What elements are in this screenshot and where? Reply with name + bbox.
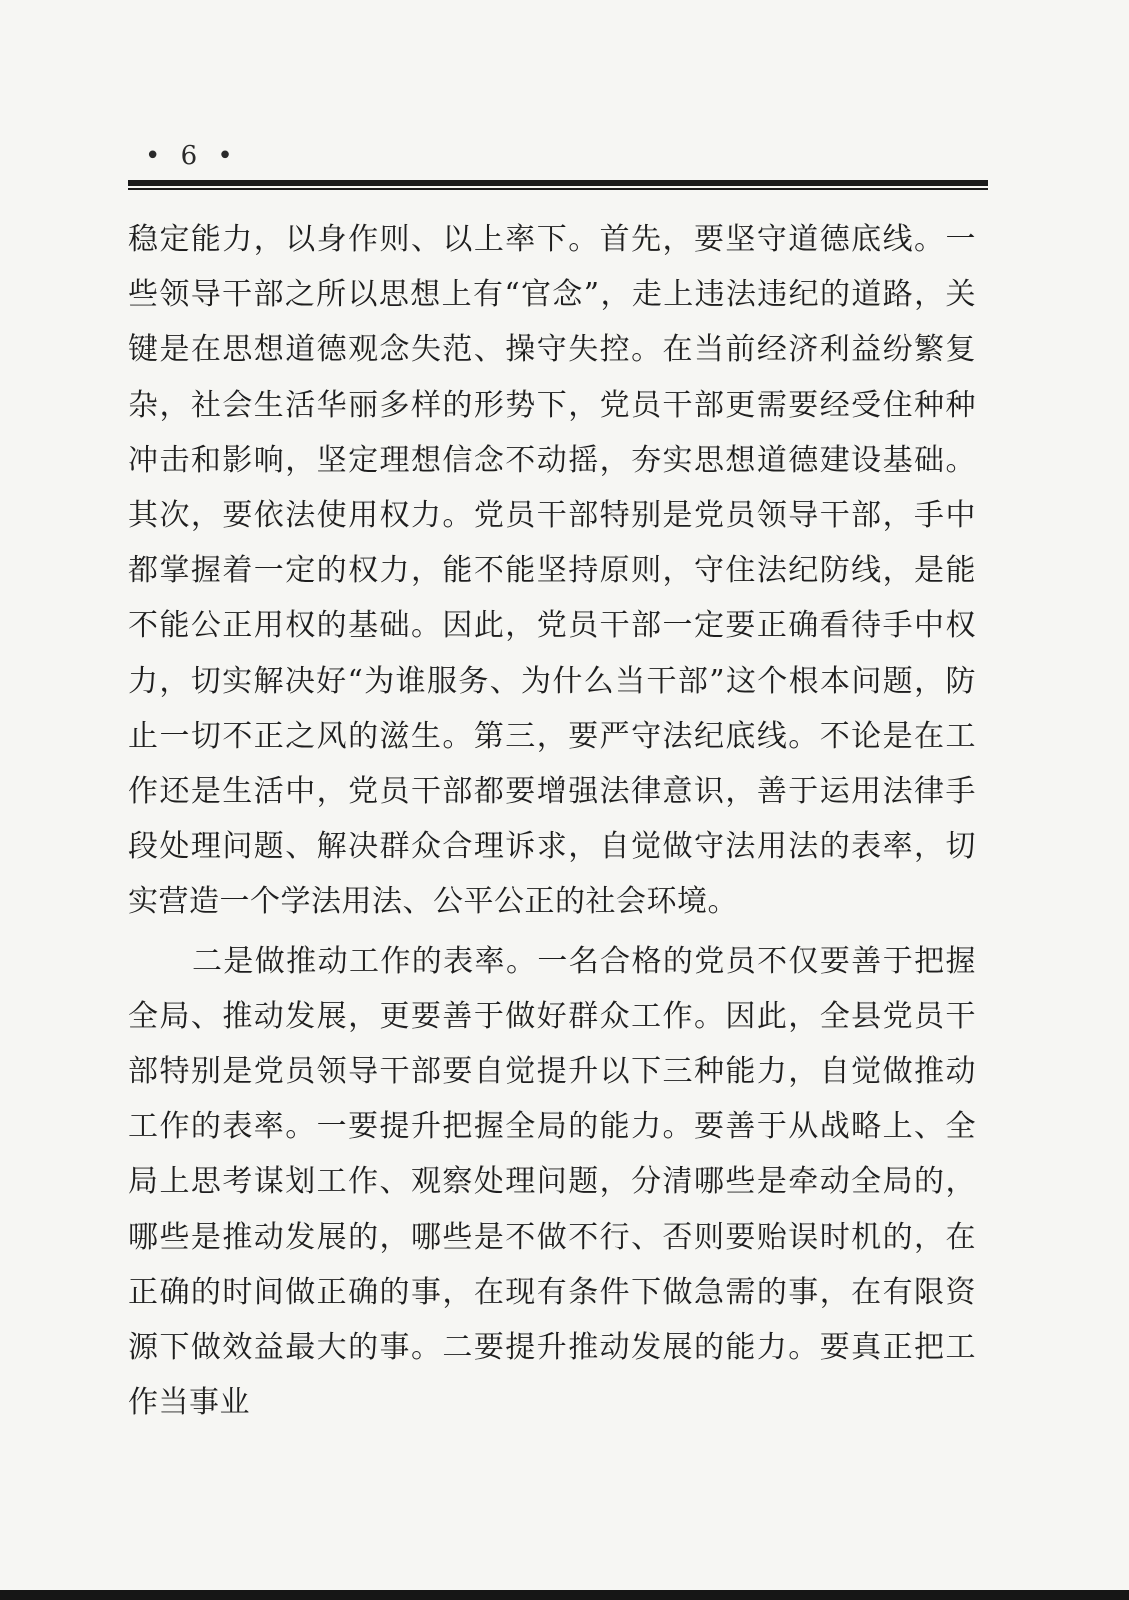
body-text (128, 212, 976, 1430)
header-rule (128, 180, 988, 189)
paragraph-continued: 稳定能力，以身作则、以上率下。首先，要坚守道德底线。一些领导干部之所以思想上有“官念”，走上违法违纪的道路，关键是在思想道德观念失范、操守失控。在当前经济利益纷繁复杂，社会生活华丽多样的形势下，党员干部更需要经受住种种冲击和影响，坚定理想信念不动摇，夯实思想道德建设基础。其次，要依法使用权力。党员干部特别是党员领导干部，手中都掌握着一定的权力，能不能坚持原则，守住法纪防线，是能不能公正用权的基础。因此，党员干部一定要正确看待手中权力，切实解决好“为谁服务、为什么当干部”这个根本问题，防止一切不正之风的滋生。第三，要严守法纪底线。不论是在工作还是生活中，党员干部都要增强法律意识，善于运用法律手段处理问题、解决群众合理诉求，自觉做守法用法的表率，切实营造一个学法用法、公平公正的社会环境。 (128, 222, 976, 920)
header-rule-thick (128, 180, 988, 186)
scan-bottom-edge (0, 1590, 1129, 1600)
page-number: • 6 • (145, 141, 239, 171)
paragraph: 二是做推动工作的表率。一名合格的党员不仅要善于把握全局、推动发展，更要善于做好群众工作。因此，全县党员干部特别是党员领导干部要自觉提升以下三种能力，自觉做推动工作的表率。一要提升把握全局的能力。要善于从战略上、全局上思考谋划工作、观察处理问题，分清哪些是牵动全局的，哪些是推动发展的，哪些是不做不行、否则要贻误时机的，在正确的时间做正确的事，在现有条件下做急需的事，在有限资源下做效益最大的事。二要提升推动发展的能力。要真正把工作当事业 (128, 943, 976, 1421)
header-rule-thin (128, 188, 988, 190)
